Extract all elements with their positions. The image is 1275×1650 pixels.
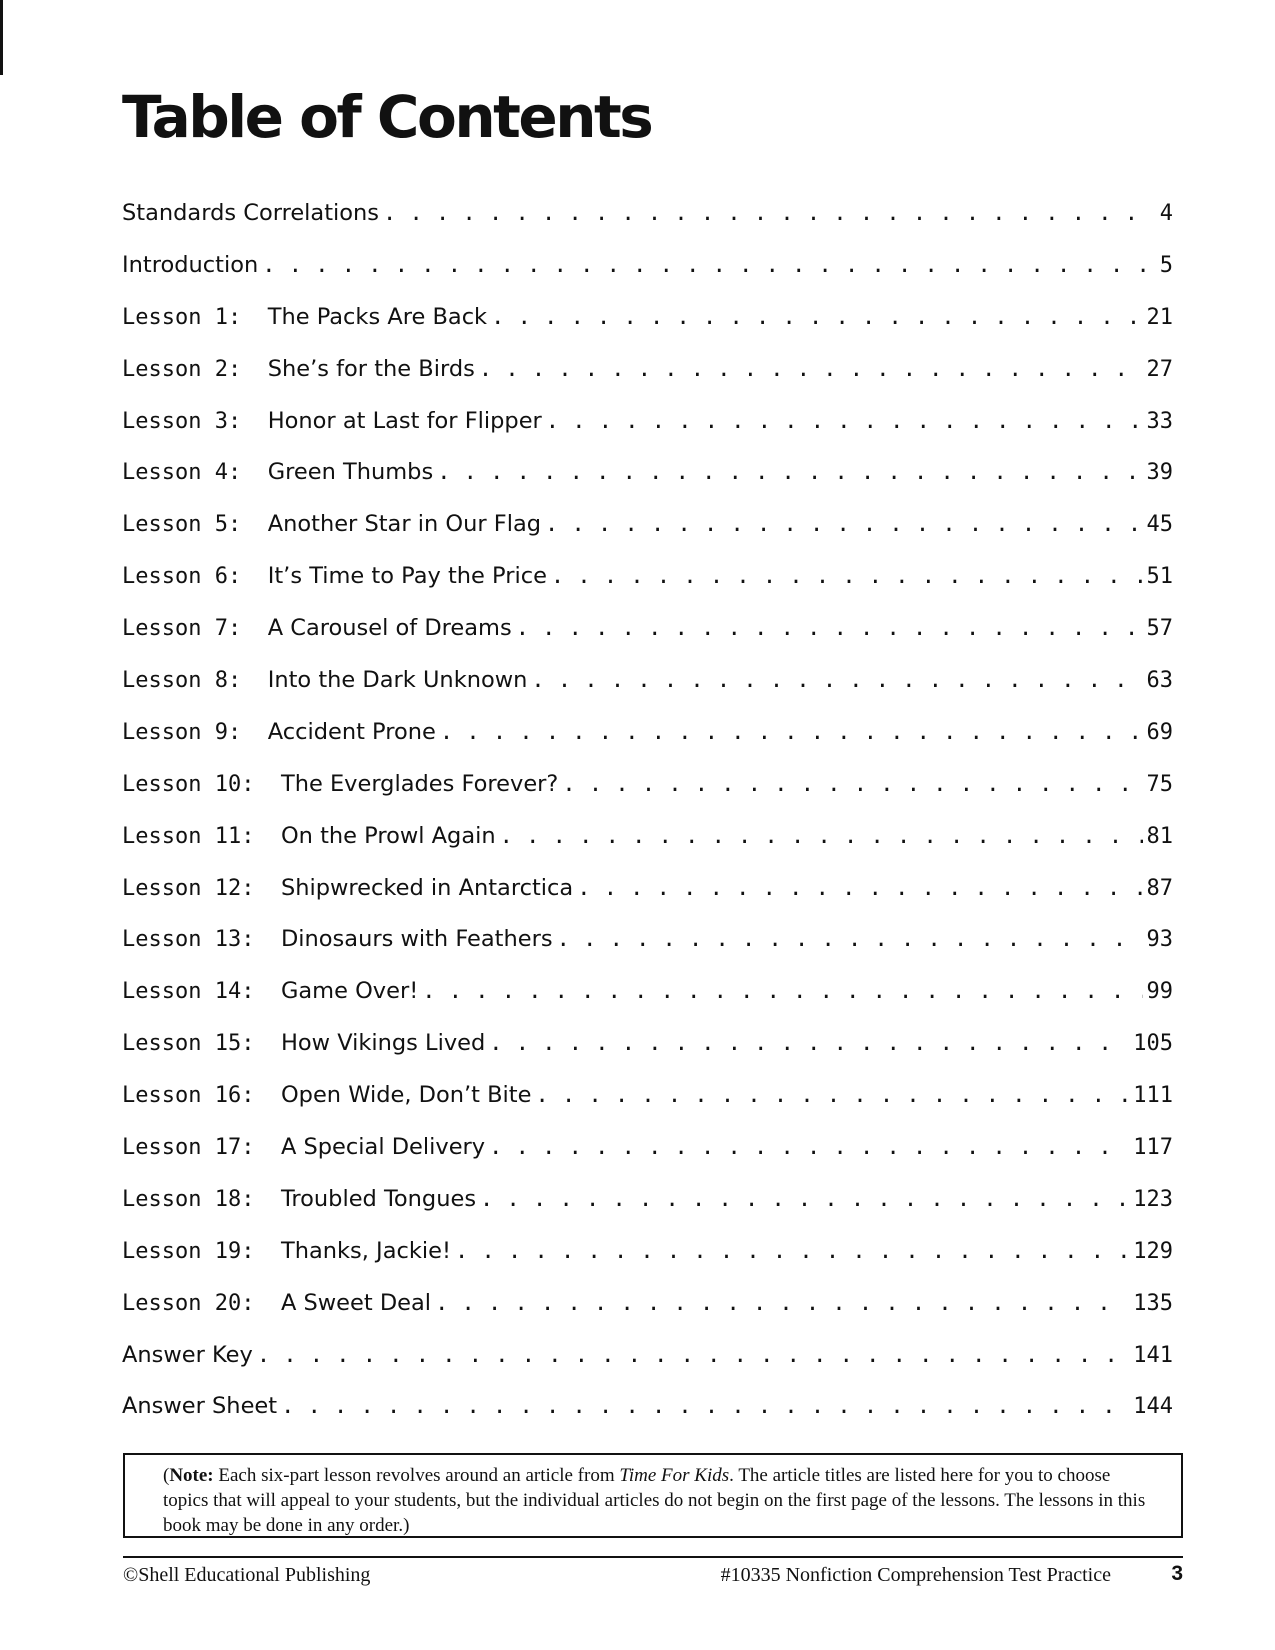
toc-entry-lesson-number: Lesson 1: (122, 304, 268, 330)
dot-leader (383, 203, 1156, 225)
toc-entry-page-number: 45 (1146, 512, 1173, 538)
footer-rule (123, 1556, 1183, 1558)
dot-leader (480, 1189, 1129, 1211)
toc-entry-page-number: 27 (1146, 356, 1173, 382)
toc-entry-title: On the Prowl Again (280, 822, 496, 849)
dot-leader (422, 981, 1142, 1003)
dot-leader (489, 1137, 1129, 1159)
toc-entry (122, 980, 1173, 1032)
toc-entry-lesson-number: Lesson 18: (122, 1186, 281, 1212)
toc-entry-lesson-number: Lesson 5: (122, 512, 268, 538)
toc-entry-lesson-number: Lesson 14: (122, 979, 281, 1005)
toc-entry-page-number: 135 (1133, 1290, 1173, 1316)
toc-entry-lesson-number: Lesson 9: (122, 719, 268, 745)
toc-entry-page-number: 141 (1133, 1342, 1173, 1368)
toc-entry (122, 1237, 1173, 1292)
toc-entry-lesson-number: Lesson 10: (122, 771, 281, 797)
toc-entry (122, 251, 1173, 306)
toc-entry (122, 718, 1173, 773)
toc-entry-title: Thanks, Jackie! (280, 1237, 451, 1264)
toc-entry-title: A Sweet Deal (280, 1289, 432, 1316)
toc-entry-page-number: 123 (1133, 1186, 1173, 1212)
toc-entry-page-number: 111 (1133, 1083, 1173, 1109)
dot-leader (281, 1396, 1129, 1418)
toc-entry-title: The Everglades Forever? (280, 770, 559, 797)
toc-entry-lesson-number: Lesson 3: (122, 408, 268, 434)
toc-entry-lesson-number: Lesson 4: (122, 460, 268, 486)
toc-entry-lesson-number: Lesson 6: (122, 564, 268, 590)
toc-entry-page-number: 39 (1146, 460, 1173, 486)
toc-entry-title: She’s for the Birds (267, 355, 475, 382)
dot-leader (479, 359, 1143, 381)
toc-entry (122, 461, 1173, 513)
toc-entry-page-number: 69 (1146, 719, 1173, 745)
toc-entry-title: Another Star in Our Flag (267, 511, 542, 538)
dot-leader (437, 462, 1142, 484)
toc-entry (122, 1289, 1173, 1344)
toc-entry-page-number: 99 (1146, 979, 1173, 1005)
toc-entry (122, 1185, 1173, 1240)
toc-entry-lesson-number: Lesson 16: (122, 1083, 281, 1109)
note-open-paren: ( (163, 1465, 170, 1486)
toc-entry (122, 202, 1173, 254)
dot-leader (435, 1293, 1129, 1315)
dot-leader (531, 670, 1142, 692)
footer-book-title: #10335 Nonfiction Comprehension Test Practice (720, 1564, 1111, 1586)
toc-entry-title: The Packs Are Back (267, 303, 488, 330)
toc-entry-title: Green Thumbs (267, 459, 434, 486)
toc-entry (122, 355, 1173, 410)
toc-entry-title: Open Wide, Don’t Bite (280, 1082, 532, 1109)
dot-leader (551, 566, 1143, 588)
page-number: 3 (1171, 1562, 1183, 1585)
toc-entry-page-number: 33 (1146, 408, 1173, 434)
toc-entry-page-number: 81 (1146, 823, 1173, 849)
toc-entry-title: Shipwrecked in Antarctica (280, 874, 574, 901)
toc-entry-title: Answer Sheet (122, 1393, 278, 1420)
toc-entry-lesson-number: Lesson 2: (122, 356, 268, 382)
toc-entry-page-number: 57 (1146, 616, 1173, 642)
toc-entry-title: It’s Time to Pay the Price (267, 563, 547, 590)
dot-leader (489, 1033, 1129, 1055)
toc-entry-page-number: 51 (1146, 564, 1173, 590)
toc-entry-lesson-number: Lesson 11: (122, 823, 281, 849)
toc-entry-page-number: 21 (1146, 304, 1173, 330)
dot-leader (262, 255, 1155, 277)
toc-entry-title: Troubled Tongues (280, 1185, 477, 1212)
toc-entry (122, 1136, 1173, 1188)
toc-entry-title: A Special Delivery (280, 1134, 486, 1161)
toc-entry-page-number: 129 (1133, 1238, 1173, 1264)
note-text-before: Each six-part lesson revolves around an article from (213, 1465, 620, 1486)
toc-entry-lesson-number: Lesson 12: (122, 875, 281, 901)
toc-entry (122, 513, 1173, 565)
toc-entry-title: Accident Prone (267, 718, 436, 745)
dot-leader (516, 618, 1143, 640)
note-label: Note: (169, 1465, 214, 1486)
toc-entry (122, 770, 1173, 825)
toc-entry-title: Game Over! (280, 978, 419, 1005)
toc-entry-title: Answer Key (122, 1341, 253, 1368)
page-edge-mark (0, 0, 3, 75)
toc-entry (122, 565, 1173, 617)
toc-entry-lesson-number: Lesson 19: (122, 1238, 281, 1264)
dot-leader (257, 1345, 1129, 1367)
toc-entry (122, 928, 1173, 980)
toc-entry (122, 669, 1173, 721)
dot-leader (577, 878, 1142, 900)
toc-entry-page-number: 75 (1146, 771, 1173, 797)
toc-entry (122, 874, 1173, 929)
note-publication: Time For Kids (619, 1465, 730, 1486)
dot-leader (535, 1085, 1129, 1107)
toc-entry (122, 407, 1173, 462)
dot-leader (545, 514, 1142, 536)
toc-entry-page-number: 5 (1159, 252, 1173, 278)
toc-entry-title: Standards Correlations (122, 200, 380, 226)
toc-entry-lesson-number: Lesson 13: (122, 927, 281, 953)
dot-leader (455, 1241, 1129, 1263)
toc-entry-lesson-number: Lesson 20: (122, 1290, 281, 1316)
toc-entry-page-number: 87 (1146, 875, 1173, 901)
toc-entry (122, 1341, 1173, 1396)
toc-entry (122, 1395, 1173, 1447)
toc-entry (122, 303, 1173, 358)
table-of-contents (122, 202, 1173, 1447)
dot-leader (562, 774, 1142, 796)
toc-entry-page-number: 105 (1133, 1031, 1173, 1057)
footer-publisher: ©Shell Educational Publishing (123, 1564, 371, 1586)
toc-entry-lesson-number: Lesson 7: (122, 616, 268, 642)
toc-entry-title: A Carousel of Dreams (267, 615, 512, 642)
note-text-after: . The article titles are listed here for you to choose topics that will appeal to your students, but the individual articles do not begin on the first page of the lessons. The lessons in this book may be done in any order.) (163, 1465, 1146, 1536)
toc-entry-lesson-number: Lesson 8: (122, 668, 268, 694)
toc-entry-title: Dinosaurs with Feathers (280, 926, 553, 953)
toc-entry-page-number: 144 (1133, 1394, 1173, 1420)
toc-entry-page-number: 63 (1146, 668, 1173, 694)
dot-leader (491, 307, 1142, 329)
toc-entry-title: Into the Dark Unknown (267, 667, 528, 694)
toc-entry-title: Introduction (122, 251, 259, 278)
toc-entry-page-number: 4 (1159, 201, 1173, 226)
page-title: Table of Contents (122, 83, 652, 151)
toc-entry (122, 1084, 1173, 1136)
dot-leader (546, 411, 1143, 433)
toc-entry-lesson-number: Lesson 17: (122, 1135, 281, 1161)
note-box (123, 1453, 1183, 1538)
toc-entry (122, 1032, 1173, 1084)
toc-entry-title: Honor at Last for Flipper (267, 407, 542, 434)
toc-entry-lesson-number: Lesson 15: (122, 1031, 281, 1057)
toc-entry (122, 822, 1173, 877)
dot-leader (557, 929, 1143, 951)
toc-entry-page-number: 93 (1146, 927, 1173, 953)
toc-entry (122, 617, 1173, 669)
dot-leader (500, 826, 1143, 848)
toc-entry-title: How Vikings Lived (280, 1030, 486, 1057)
toc-entry-page-number: 117 (1133, 1135, 1173, 1161)
dot-leader (440, 722, 1143, 744)
